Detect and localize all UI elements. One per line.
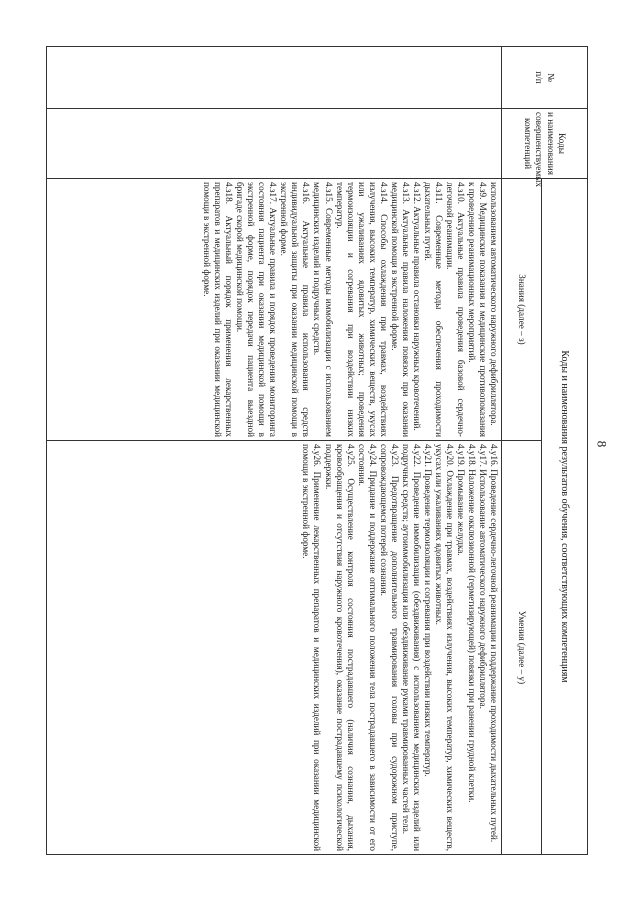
skill-item: 4.у22. Проведение иммобилизации (обездвиживания) с использованием медицинских изделий или подручных средств; аутоиммобилизация или обездвиживание руками травмированных частей тела. <box>400 444 422 852</box>
skill-item: 4.у20. Охлаждение при травмах, воздействиях излучения, высоких температур, химических веществ, укусах или ужаливаниях ядовитых животных. <box>433 444 455 852</box>
skill-item: 4.у16. Проведение сердечно-легочной реанимации и поддержание проходимости дыхательных путей. <box>489 444 499 843</box>
skill-item: 4.у17. Использование автоматического наружного дефибриллятора. <box>477 444 488 709</box>
knowledge-item: 4.з18. Актуальный порядок применения лекарственных препаратов и медицинских изделий при оказании медицинской помощи в экстренной форме. <box>202 182 235 437</box>
knowledge-item: 4.з15. Современные методы иммобилизации с использованием медицинских изделий и подручных средств. <box>312 182 334 437</box>
cell-skills <box>47 441 502 855</box>
header-num: № п/п <box>502 47 588 109</box>
cell-knowledge <box>47 179 502 441</box>
skill-item: 4.у24. Придание и поддержание оптимального положения тела пострадавшего в зависимости от его состояния. <box>356 444 378 852</box>
knowledge-item: 4.з11. Современные методы обеспечения проходимости дыхательных путей. <box>422 182 444 437</box>
skill-item: 4.у18. Наложение окклюзионной (герметизирующей) повязки при ранении грудной клетки. <box>466 444 477 803</box>
skill-item: 4.у19. Промывание желудка. <box>455 444 466 556</box>
knowledge-item: 4.з17. Актуальные правила и порядок проведения мониторинга состояния пациента при оказании медицинской помощи в экстренной форме, порядок передачи пациента выездной бригаде скорой медицинской помощи. <box>235 182 279 437</box>
knowledge-item: 4.з9. Медицинские показания и медицинские противопоказания к проведению реанимационных мероприятий. <box>466 182 488 437</box>
cell-codes <box>47 109 502 179</box>
table-row <box>47 47 502 855</box>
header-codes: Коды и наименования совершенствуемых компетенций <box>502 109 588 179</box>
cell-num <box>47 47 502 109</box>
knowledge-item: 4.з12. Актуальные правила остановки наружных кровотечений. <box>411 182 422 431</box>
skill-item: 4.у26. Применение лекарственных препаратов и медицинских изделий при оказании медицинской помощи в экстренной форме. <box>301 444 323 852</box>
skill-item: 4.у25. Осуществление контроля состояния пострадавшего (наличия сознания, дыхания, кровообращения и отсутствия наружного кровотечения), оказание пострадавшему психологической поддержки. <box>323 444 356 852</box>
header-knowledge: Знания (далее – з) <box>502 179 542 441</box>
knowledge-item: 4.з16. Актуальные правила использования средств индивидуальной защиты при оказании медицинской помощи в экстренной форме. <box>279 182 312 437</box>
competency-table <box>46 46 588 855</box>
table-header-row-1 <box>542 47 588 855</box>
header-results-group: Коды и наименования результатов обучения, соответствующих компетенциям <box>542 179 588 855</box>
knowledge-item: использованием автоматического наружного дефибриллятора. <box>489 182 499 426</box>
page-number: 8 <box>594 440 610 448</box>
header-skills: Умения (далее – у) <box>502 441 542 855</box>
knowledge-item: 4.з14. Способы охлаждения при травмах, воздействиях излучения, высоких температур, химических веществ, укусах или ужаливаниях ядовитых животных; проведения термоизоляции и согревания при воздействии низких температур. <box>334 182 389 437</box>
competency-table-sheet <box>46 46 588 854</box>
skill-item: 4.у23. Предотвращение дополнительного травмирования головы при судорожном приступе, сопровождающемся потерей сознания. <box>378 444 400 852</box>
knowledge-item: 4.з10. Актуальные правила проведения базовой сердечно-легочной реанимации. <box>444 182 466 437</box>
skill-item: 4.у21. Проведение термоизоляции и согревания при воздействии низких температур. <box>422 444 433 777</box>
knowledge-item: 4.з13. Актуальные правила наложения повязок при оказании медицинской помощи в экстренной форме. <box>389 182 411 437</box>
